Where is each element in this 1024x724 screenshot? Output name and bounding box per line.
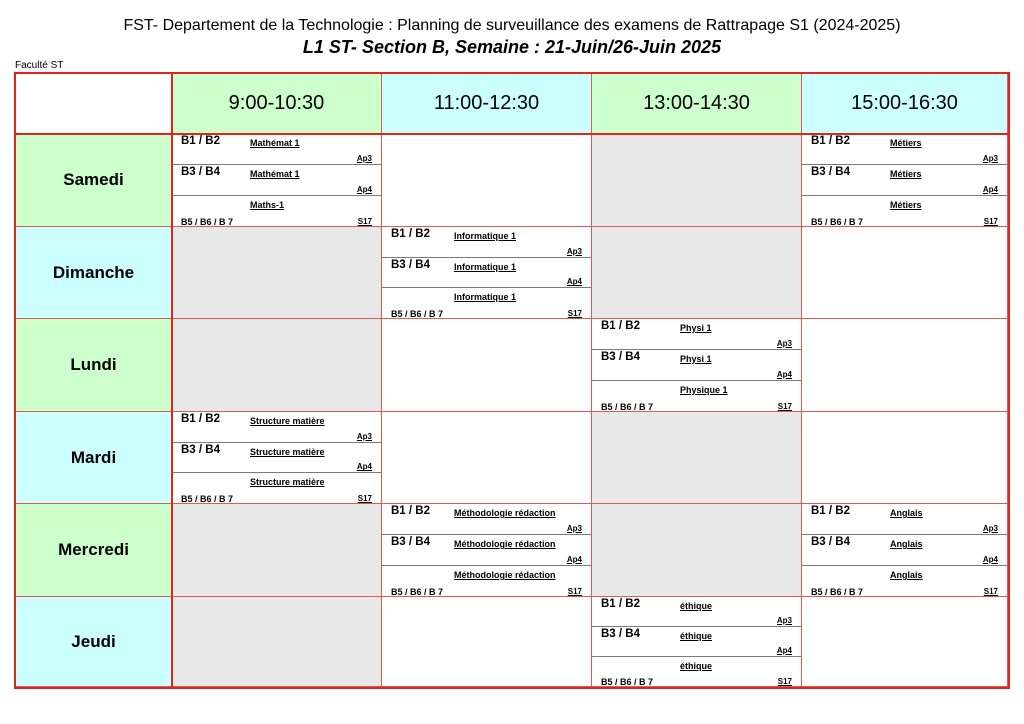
exam-room: S17 [777,402,792,411]
exam-room: Ap3 [776,339,792,348]
exam-slot [172,473,381,504]
faculty-label: Faculté ST [15,60,64,71]
exam-room: S17 [567,587,582,596]
day-label-jeudi: Jeudi [16,597,172,687]
exam-group: B3 / B4 [601,351,640,363]
exam-group: B3 / B4 [811,536,850,548]
schedule-cell [592,597,802,687]
exam-module: Informatique 1 [454,292,517,303]
exam-group: B1 / B2 [181,413,220,425]
schedule-cell [172,597,382,687]
exam-module: Informatique 1 [454,261,517,272]
day-label-mardi: Mardi [16,412,172,504]
exam-slot [172,134,381,165]
schedule-cell [172,134,382,227]
exam-room: Ap4 [982,555,998,564]
exam-room: S17 [567,308,582,318]
exam-slot [802,504,1007,535]
exam-group: B1 / B2 [601,320,640,332]
exam-room: Ap4 [776,646,792,655]
exam-module: éthique [680,601,713,611]
exam-slot [802,134,1007,165]
day-label-mercredi: Mercredi [16,504,172,597]
schedule-cell [802,504,1008,597]
schedule-cell [592,504,802,597]
exam-module: Anglais [890,539,923,549]
exam-slot [382,566,591,597]
exam-room: Ap4 [356,185,372,194]
exam-slot [172,165,381,196]
exam-module: Physi 1 [680,354,712,364]
exam-group: B3 / B4 [601,628,640,640]
schedule-cell [382,227,592,319]
exam-group: B1 / B2 [811,135,850,147]
exam-room: Ap4 [566,277,582,287]
exam-slot [592,597,801,627]
exam-slot [802,165,1007,196]
exam-group: B3 / B4 [181,443,220,456]
exam-slot [592,319,801,350]
exam-room: Ap4 [982,185,998,194]
day-column-separator [171,74,173,687]
exam-module: Métiers [890,138,922,148]
exam-group: B5 / B6 / B 7 [811,587,864,597]
exam-room: Ap4 [566,555,582,564]
exam-room: S17 [357,217,372,226]
exam-room: Ap4 [356,462,372,472]
exam-module: Structure matière [250,477,325,488]
exam-group: B5 / B6 / B 7 [391,587,444,597]
exam-slot [382,535,591,566]
schedule-table [14,72,1010,689]
exam-slot [802,535,1007,566]
schedule-cell [172,504,382,597]
schedule-cell [172,319,382,412]
exam-slot [382,258,591,289]
exam-group: B1 / B2 [391,505,430,517]
exam-module: éthique [680,661,713,671]
exam-group: B3 / B4 [181,166,220,178]
exam-group: B5 / B6 / B 7 [391,308,444,319]
exam-module: Méthodologie rédaction [454,539,556,549]
exam-module: Anglais [890,508,923,518]
schedule-cell [592,134,802,227]
header-separator [16,133,1008,135]
exam-group: B5 / B6 / B 7 [601,402,654,412]
exam-group: B5 / B6 / B 7 [601,677,654,687]
exam-module: Mathémat 1 [250,138,300,148]
day-label-lundi: Lundi [16,319,172,412]
schedule-cell [802,134,1008,227]
schedule-cell [382,597,592,687]
day-label-samedi: Samedi [16,134,172,227]
exam-slot [592,657,801,687]
exam-slot [592,627,801,657]
time-slot-header: 9:00-10:30 [172,74,382,134]
exam-module: Informatique 1 [454,231,517,241]
exam-module: Physique 1 [680,385,728,395]
schedule-cell [382,134,592,227]
exam-group: B5 / B6 / B 7 [811,217,864,227]
exam-group: B5 / B6 / B 7 [181,217,234,227]
exam-room: Ap4 [776,370,792,379]
exam-group: B5 / B6 / B 7 [181,493,234,504]
exam-group: B1 / B2 [601,598,640,610]
exam-module: Anglais [890,570,923,580]
exam-module: Méthodologie rédaction [454,570,556,580]
day-label-dimanche: Dimanche [16,227,172,319]
schedule-cell [382,319,592,412]
exam-group: B3 / B4 [811,166,850,178]
exam-group: B1 / B2 [391,228,430,240]
schedule-cell [382,412,592,504]
exam-slot [382,504,591,535]
exam-room: S17 [983,587,998,596]
exam-slot [592,350,801,381]
exam-slot [172,412,381,443]
exam-room: Ap3 [356,154,372,163]
exam-module: éthique [680,631,713,641]
exam-module: Méthodologie rédaction [454,508,556,518]
exam-slot [802,566,1007,597]
exam-slot [172,196,381,227]
schedule-cell [592,319,802,412]
exam-group: B3 / B4 [391,536,430,548]
page-subtitle: L1 ST- Section B, Semaine : 21-Juin/26-Juin 2025 [302,37,722,57]
exam-slot [592,381,801,412]
exam-room: Ap3 [566,524,582,533]
time-slot-header: 15:00-16:30 [802,74,1008,134]
exam-module: Physi 1 [680,323,712,333]
exam-module: Structure matière [250,446,325,457]
exam-group: B1 / B2 [181,135,220,147]
exam-room: S17 [777,677,792,686]
time-slot-header: 11:00-12:30 [382,74,592,134]
page-title: FST- Departement de la Technologie : Planning de surveuillance des examens de Rattrapage S1 (2024-2025) [123,17,901,34]
exam-group: B1 / B2 [811,505,850,517]
exam-room: S17 [983,217,998,226]
exam-slot [382,227,591,258]
exam-room: Ap3 [566,246,582,256]
exam-module: Maths-1 [250,200,285,210]
exam-room: Ap3 [982,524,998,533]
schedule-cell [592,412,802,504]
table-corner [16,74,172,134]
schedule-cell [592,227,802,319]
exam-module: Métiers [890,169,922,179]
exam-room: Ap3 [776,616,792,625]
exam-module: Mathémat 1 [250,169,300,179]
exam-group: B3 / B4 [391,258,430,271]
schedule-cell [172,412,382,504]
schedule-cell [802,412,1008,504]
exam-module: Structure matière [250,416,325,426]
time-slot-header: 13:00-14:30 [592,74,802,134]
schedule-cell [802,319,1008,412]
exam-slot [802,196,1007,227]
exam-room: Ap3 [356,431,372,441]
exam-module: Métiers [890,200,922,210]
schedule-cell [802,597,1008,687]
exam-room: Ap3 [982,154,998,163]
schedule-cell [172,227,382,319]
exam-slot [172,443,381,474]
exam-room: S17 [357,493,372,503]
schedule-cell [382,504,592,597]
schedule-cell [802,227,1008,319]
exam-slot [382,288,591,319]
